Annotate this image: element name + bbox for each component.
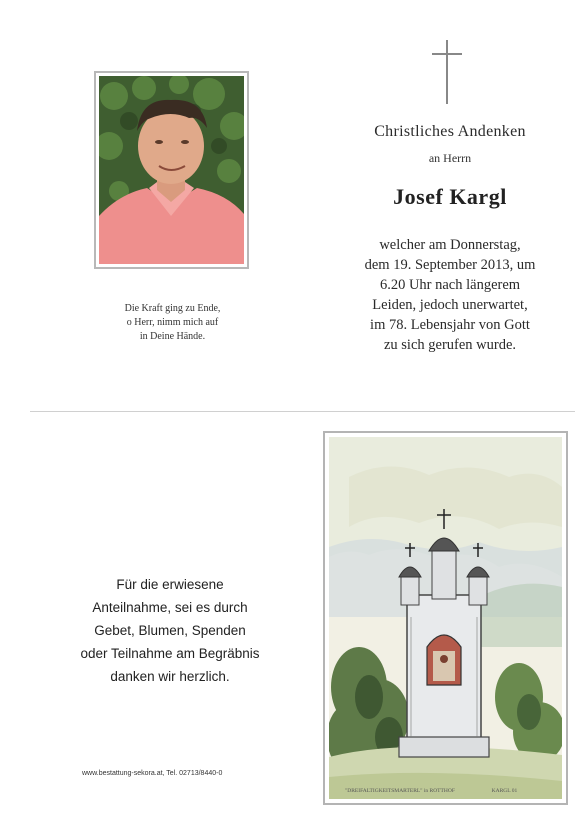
- notice-line: Leiden, jedoch unerwartet,: [372, 297, 528, 313]
- notice-line: 6.20 Uhr nach längerem: [379, 277, 521, 293]
- cross-icon: [432, 40, 462, 104]
- death-notice: [340, 235, 560, 355]
- farewell-quote: [95, 302, 250, 344]
- quote-line: in Deine Hände.: [139, 331, 206, 342]
- portrait-photo-frame: [94, 71, 249, 269]
- watercolor-painting: [329, 437, 562, 799]
- deceased-name: Josef Kargl: [393, 184, 507, 209]
- thanks-line: Anteilnahme, sei es durch: [92, 600, 248, 615]
- memorial-subheading: an Herrn: [428, 151, 472, 165]
- funeral-home-footer: www.bestattung-sekora.at, Tel. 02713/8440-0: [82, 770, 223, 777]
- notice-line: dem 19. September 2013, um: [364, 257, 536, 273]
- notice-line: welcher am Donnerstag,: [379, 237, 521, 253]
- fold-divider: [30, 411, 575, 412]
- notice-line: zu sich gerufen wurde.: [383, 337, 517, 353]
- portrait-photo: [99, 76, 244, 264]
- quote-line: Die Kraft ging zu Ende,: [124, 303, 221, 314]
- thanks-line: Für die erwiesene: [116, 577, 224, 592]
- thanks-line: danken wir herzlich.: [110, 669, 230, 684]
- painting-title: "DREIFALTIGKEITSMARTERL" in ROTTHOF: [345, 788, 455, 794]
- thanks-line: Gebet, Blumen, Spenden: [94, 623, 246, 638]
- painting-signature: KARGL 01: [491, 788, 518, 794]
- notice-line: im 78. Lebensjahr von Gott: [370, 317, 530, 333]
- thanks-line: oder Teilnahme am Begräbnis: [80, 646, 260, 661]
- memorial-heading: Christliches Andenken: [374, 123, 526, 140]
- painting-caption: [345, 788, 555, 794]
- quote-line: o Herr, nimm mich auf: [126, 317, 219, 328]
- thanks-message: [60, 573, 280, 688]
- watercolor-painting-frame: [323, 431, 568, 805]
